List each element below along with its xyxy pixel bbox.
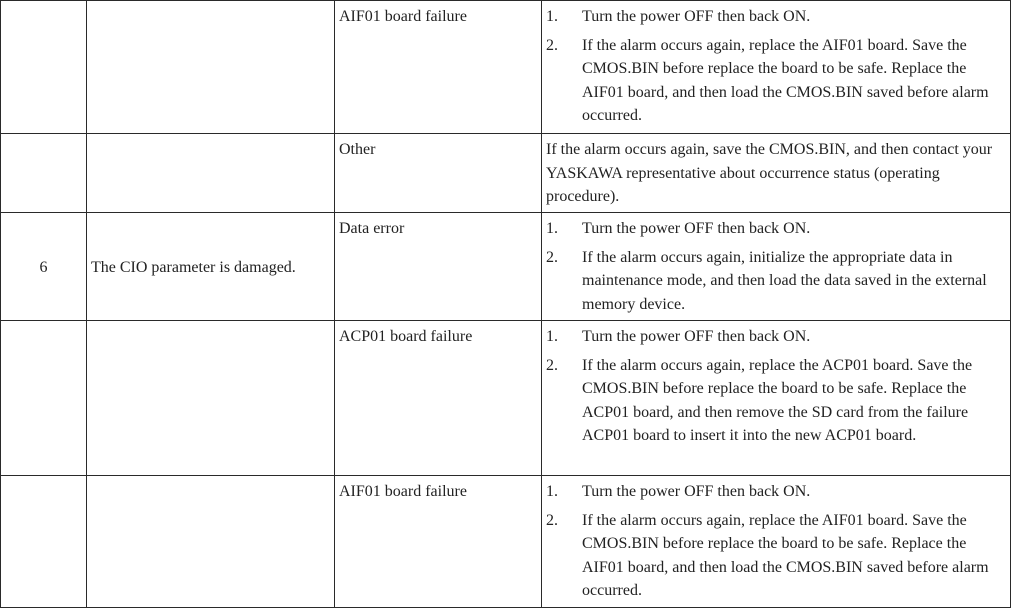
table-row bbox=[1, 321, 1011, 476]
cause-cell: ACP01 board failure bbox=[335, 321, 542, 476]
step-number: 2. bbox=[546, 356, 558, 374]
remedy-cell bbox=[542, 134, 1011, 213]
table-row bbox=[1, 476, 1011, 608]
step-text: Turn the power OFF then back ON. bbox=[582, 8, 811, 25]
step-number: 2. bbox=[546, 511, 558, 529]
step-number: 1. bbox=[546, 328, 558, 345]
alarm-number-cell bbox=[1, 321, 87, 476]
table-row bbox=[1, 1, 1011, 134]
alarm-description-cell: The CIO parameter is damaged. bbox=[87, 213, 335, 321]
step-number: 1. bbox=[546, 8, 558, 25]
step-text: Turn the power OFF then back ON. bbox=[582, 220, 811, 237]
table-row bbox=[1, 134, 1011, 213]
cause-cell: Data error bbox=[335, 213, 542, 321]
step-number: 1. bbox=[546, 220, 558, 237]
alarm-number-cell: 6 bbox=[1, 213, 87, 321]
table-row bbox=[1, 213, 1011, 321]
alarm-description-cell bbox=[87, 134, 335, 213]
step-text: Turn the power OFF then back ON. bbox=[582, 328, 811, 345]
remedy-steps bbox=[546, 5, 1002, 128]
step-text: If the alarm occurs again, initialize the appropriate data in maintenance mode, and then load the data saved in the external memory device. bbox=[582, 248, 987, 313]
step-number: 2. bbox=[546, 248, 558, 266]
cause-cell: Other bbox=[335, 134, 542, 213]
alarm-number-cell bbox=[1, 476, 87, 608]
remedy-text: If the alarm occurs again, save the CMOS.BIN, and then contact your YASKAWA representative about occurrence status (operating procedure). bbox=[546, 141, 993, 205]
remedy-step bbox=[546, 480, 1002, 504]
alarm-description-cell bbox=[87, 1, 335, 134]
remedy-cell bbox=[542, 476, 1011, 608]
remedy-cell bbox=[542, 213, 1011, 321]
remedy-cell bbox=[542, 1, 1011, 134]
remedy-steps bbox=[546, 480, 1002, 603]
step-number: 1. bbox=[546, 483, 558, 500]
remedy-cell bbox=[542, 321, 1011, 476]
remedy-steps bbox=[546, 325, 1002, 448]
alarm-description-cell bbox=[87, 321, 335, 476]
alarm-description-cell bbox=[87, 476, 335, 608]
remedy-step bbox=[546, 325, 1002, 349]
alarm-number-cell bbox=[1, 134, 87, 213]
remedy-step bbox=[546, 354, 1002, 448]
remedy-step bbox=[546, 34, 1002, 128]
step-number: 2. bbox=[546, 36, 558, 54]
cause-cell: AIF01 board failure bbox=[335, 476, 542, 608]
remedy-step bbox=[546, 246, 1002, 317]
remedy-step bbox=[546, 509, 1002, 603]
remedy-steps bbox=[546, 217, 1002, 316]
cause-cell: AIF01 board failure bbox=[335, 1, 542, 134]
step-text: If the alarm occurs again, replace the AIF01 board. Save the CMOS.BIN before replace the board to be safe. Replace the AIF01 board, and then load the CMOS.BIN saved before alarm occurred. bbox=[582, 36, 989, 124]
alarm-number-cell bbox=[1, 1, 87, 134]
step-text: If the alarm occurs again, replace the AIF01 board. Save the CMOS.BIN before replace the board to be safe. Replace the AIF01 board, and then load the CMOS.BIN saved before alarm occurred. bbox=[582, 511, 989, 599]
step-text: If the alarm occurs again, replace the ACP01 board. Save the CMOS.BIN before replace the board to be safe. Replace the ACP01 board, and then remove the SD card from the failure ACP01 board to insert it into the new ACP01 board. bbox=[582, 356, 973, 444]
remedy-step bbox=[546, 5, 1002, 29]
remedy-step bbox=[546, 217, 1002, 241]
step-text: Turn the power OFF then back ON. bbox=[582, 483, 811, 500]
